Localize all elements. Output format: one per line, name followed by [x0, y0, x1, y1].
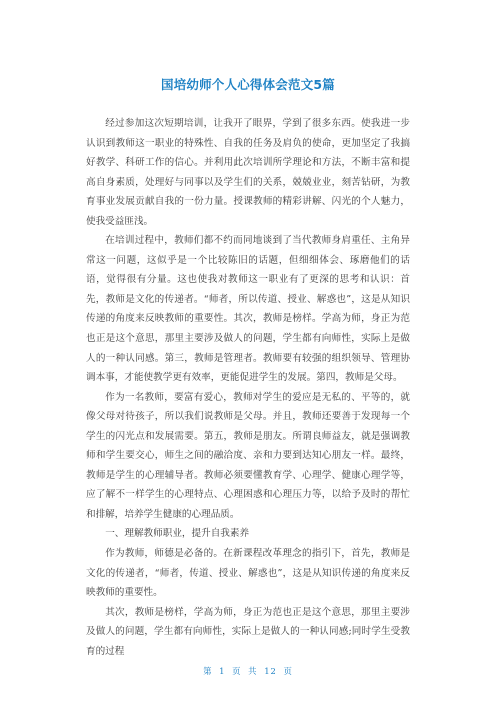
paragraph: 经过参加这次短期培训，让我开了眼界，学到了很多东西。使我进一步认识到教师这一职业的特殊性、自我的任务及肩负的使命，更加坚定了我搞好教学、科研工作的信心。并利用此次培训所学理论和方法，不断丰富和提高自身素质，处理好与同事以及学生们的关系，兢兢业业，刻苦钻研，为教育事业发展贡献自我的一份力量。授课教师的精彩讲解、闪光的个人魅力，使我受益匪浅。 — [86, 118, 410, 227]
paragraph: 作为一名教师，要富有爱心，教师对学生的爱应是无私的、平等的，就像父母对待孩子，所以我们说教师是父母。并且，教师还要善于发现每一个学生的闪光点和发展需要。第五，教师是朋友。所谓良师益友，就是强调教师和学生要交心，师生之间的融洽度、亲和力要到达知心朋友一样。最终，教师是学生的心理辅导者。教师必须要懂教育学、心理学、健康心理学等，应了解不一样学生的心理特点、心理困惑和心理压力等，以给予及时的帮忙和排解，培养学生健康的心理品质。 — [86, 391, 410, 520]
page-number-footer: 第 1 页 共 12 页 — [203, 666, 293, 676]
paragraph: 在培训过程中，教师们都不约而同地谈到了当代教师身肩重任、主角异常这一问题，这似乎是一个比较陈旧的话题，但细细体会、琢磨他们的话语，觉得很有分量。这也使我对教师这一职业有了更深的思考和认识：首先，教师是文化的传递者。“师者，所以传道、授业、解惑也”，这是从知识传递的角度来反映教师的重要性。其次，教师是榜样。学高为师，身正为范也正是这个意思，那里主要涉及做人的问题，学生都有向师性，实际上是做人的一种认同感。第三，教师是管理者。教师要有较强的组织领导、管理协调本事，才能使教学更有效率，更能促进学生的发展。第四，教师是父母。 — [86, 235, 410, 384]
paragraph: 作为教师，师德是必备的。在新课程改革理念的指引下，首先，教师是文化的传递者，“师者，传道、授业、解惑也”，这是从知识传递的角度来反映教师的重要性。 — [86, 548, 410, 599]
document-title: 国培幼师个人心得体会范文5篇 — [161, 77, 335, 92]
document-body — [86, 114, 410, 661]
paragraph: 其次，教师是榜样，学高为师，身正为范也正是这个意思，那里主要涉及做人的问题，学生都有向师性，实际上是做人的一种认同感;同时学生受教育的过程 — [86, 606, 410, 657]
section-heading: 一、理解教师职业，提升自我素养 — [105, 528, 250, 540]
